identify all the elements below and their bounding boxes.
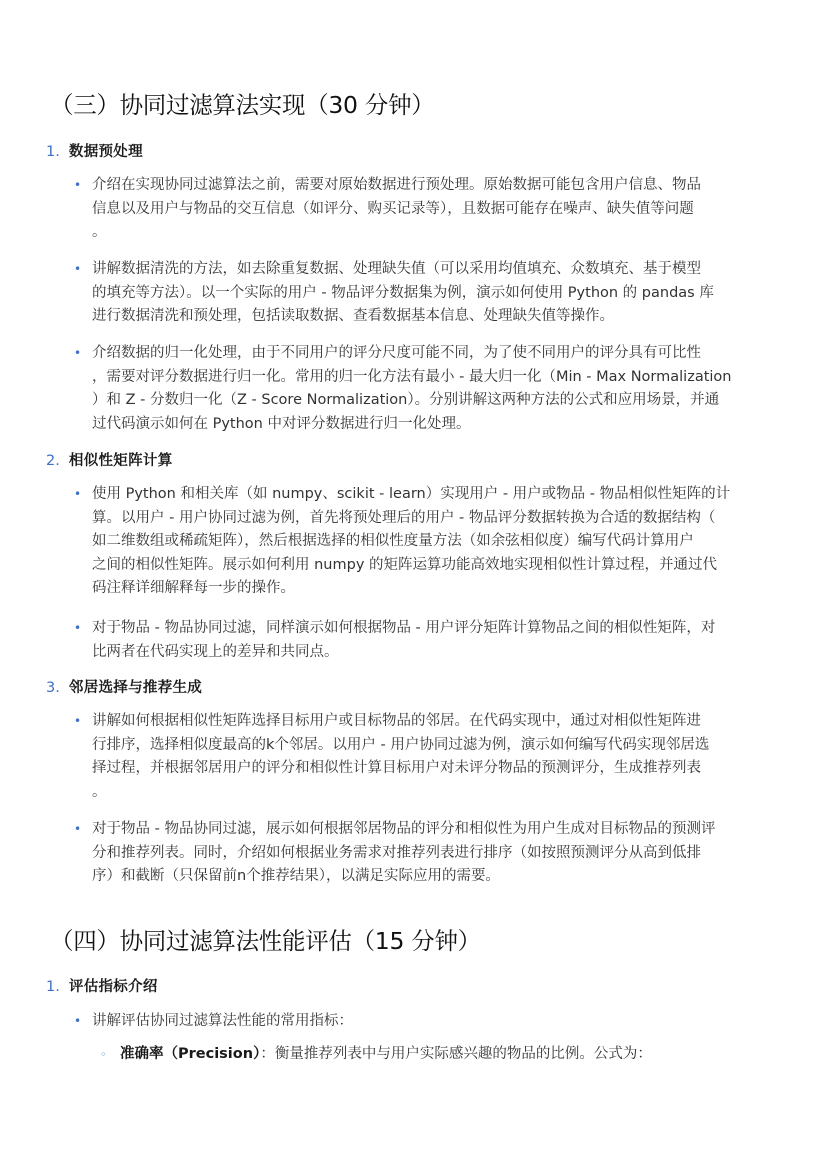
subsection-title-text: 邻居选择与推荐生成 <box>68 680 203 696</box>
text-line: 对于物品 - 物品协同过滤，同样演示如何根据物品 - 用户评分矩阵计算物品之间的相似性矩阵，对 <box>92 620 716 636</box>
list-number: 2. <box>46 453 60 469</box>
list-item <box>92 818 808 889</box>
bullet-icon: • <box>74 346 82 360</box>
text-line: 进行数据清洗和预处理，包括读取数据、查看数据基本信息、处理缺失值等操作。 <box>92 308 614 324</box>
text-line: 择过程，并根据邻居用户的评分和相似性计算目标用户对未评分物品的预测评分，生成推荐列表 <box>92 760 701 776</box>
text-line: 。 <box>92 224 107 240</box>
term-definition: ：衡量推荐列表中与用户实际感兴趣的物品的比例。公式为： <box>260 1046 652 1062</box>
bullet-icon: • <box>74 822 82 836</box>
list-item <box>92 483 808 601</box>
subsection-title-text: 数据预处理 <box>68 144 143 160</box>
text-line: 的填充等方法）。以一个实际的用户 - 物品评分数据集为例，演示如何使用 Python 的 pandas 库 <box>92 284 714 301</box>
bullet-icon: • <box>74 1014 82 1028</box>
text-line: 之间的相似性矩阵。展示如何利用 numpy 的矩阵运算功能高效地实现相似性计算过程，并通过代 <box>92 556 718 573</box>
text-line: 分和推荐列表。同时，介绍如何根据业务需求对推荐列表进行排序（如按照预测评分从高到低排 <box>92 844 701 861</box>
text-line: 比两者在代码实现上的差异和共同点。 <box>92 643 339 660</box>
subsection-title-neighbor-selection <box>46 676 202 697</box>
text-line: 对于物品 - 物品协同过滤，展示如何根据邻居物品的评分和相似性为用户生成对目标物品的预测评 <box>92 821 716 837</box>
bullet-icon: • <box>74 178 82 192</box>
list-number: 1. <box>46 979 60 995</box>
text-line: ）和 Z - 分数归一化（Z - Score Normalization）。分别讲解这两种方法的公式和应用场景，并通 <box>92 392 720 408</box>
bullet-icon: • <box>74 487 82 501</box>
text-line: 讲解评估协同过滤算法性能的常用指标： <box>92 1013 353 1029</box>
subsection-title-text: 评估指标介绍 <box>68 979 158 995</box>
subsection-title-similarity-matrix <box>46 449 173 470</box>
list-item <box>92 174 808 245</box>
bullet-icon: • <box>74 262 82 276</box>
bullet-icon: • <box>74 621 82 635</box>
bullet-icon: • <box>74 714 82 728</box>
list-number: 1. <box>46 144 60 160</box>
text-line: 码注释详细解释每一步的操作。 <box>92 580 295 596</box>
list-number: 3. <box>46 680 60 696</box>
text-line: 算。以用户 - 用户协同过滤为例，首先将预处理后的用户 - 物品评分数据转换为合适的数据结构（ <box>92 509 716 526</box>
text-line: 讲解数据清洗的方法，如去除重复数据、处理缺失值（可以采用均值填充、众数填充、基于模型 <box>92 261 701 277</box>
nested-list-item <box>120 1043 810 1067</box>
list-item <box>92 258 808 329</box>
text-line: 介绍在实现协同过滤算法之前，需要对原始数据进行预处理。原始数据可能包含用户信息、物品 <box>92 177 701 193</box>
text-line: 如二维数组或稀疏矩阵），然后根据选择的相似性度量方法（如余弦相似度）编写代码计算用户 <box>92 533 694 549</box>
text-line: 使用 Python 和相关库（如 numpy、scikit - learn）实现用户 - 用户或物品 - 物品相似性矩阵的计 <box>92 486 731 502</box>
subsection-title-evaluation-metrics <box>46 975 158 996</box>
text-line: 信息以及用户与物品的交互信息（如评分、购买记录等），且数据可能存在噪声、缺失值等问题 <box>92 200 694 217</box>
list-item <box>92 342 808 436</box>
subsection-title-text: 相似性矩阵计算 <box>68 453 173 469</box>
text-line: ，需要对评分数据进行归一化。常用的归一化方法有最小 - 最大归一化（Min - Max Normalization <box>92 368 732 385</box>
text-line: 行排序，选择相似度最高的k个邻居。以用户 - 用户协同过滤为例，演示如何编写代码实现邻居选 <box>92 736 710 753</box>
term-precision: 准确率（Precision） <box>120 1046 261 1062</box>
subsection-title-data-preprocessing <box>46 140 143 161</box>
section-heading-4: （四）协同过滤算法性能评估（15 分钟） <box>50 927 481 955</box>
list-item <box>92 710 808 804</box>
section-heading-3: （三）协同过滤算法实现（30 分钟） <box>50 91 435 119</box>
text-line: 讲解如何根据相似性矩阵选择目标用户或目标物品的邻居。在代码实现中，通过对相似性矩阵进 <box>92 713 701 729</box>
list-item <box>92 1010 808 1034</box>
list-item <box>92 617 808 664</box>
text-line: 过代码演示如何在 Python 中对评分数据进行归一化处理。 <box>92 415 471 432</box>
text-line: 。 <box>92 783 107 800</box>
text-line: 序）和截断（只保留前n个推荐结果），以满足实际应用的需要。 <box>92 868 500 884</box>
text-line: 介绍数据的归一化处理，由于不同用户的评分尺度可能不同，为了使不同用户的评分具有可比性 <box>92 345 701 361</box>
circle-bullet-icon: ◦ <box>100 1048 107 1061</box>
